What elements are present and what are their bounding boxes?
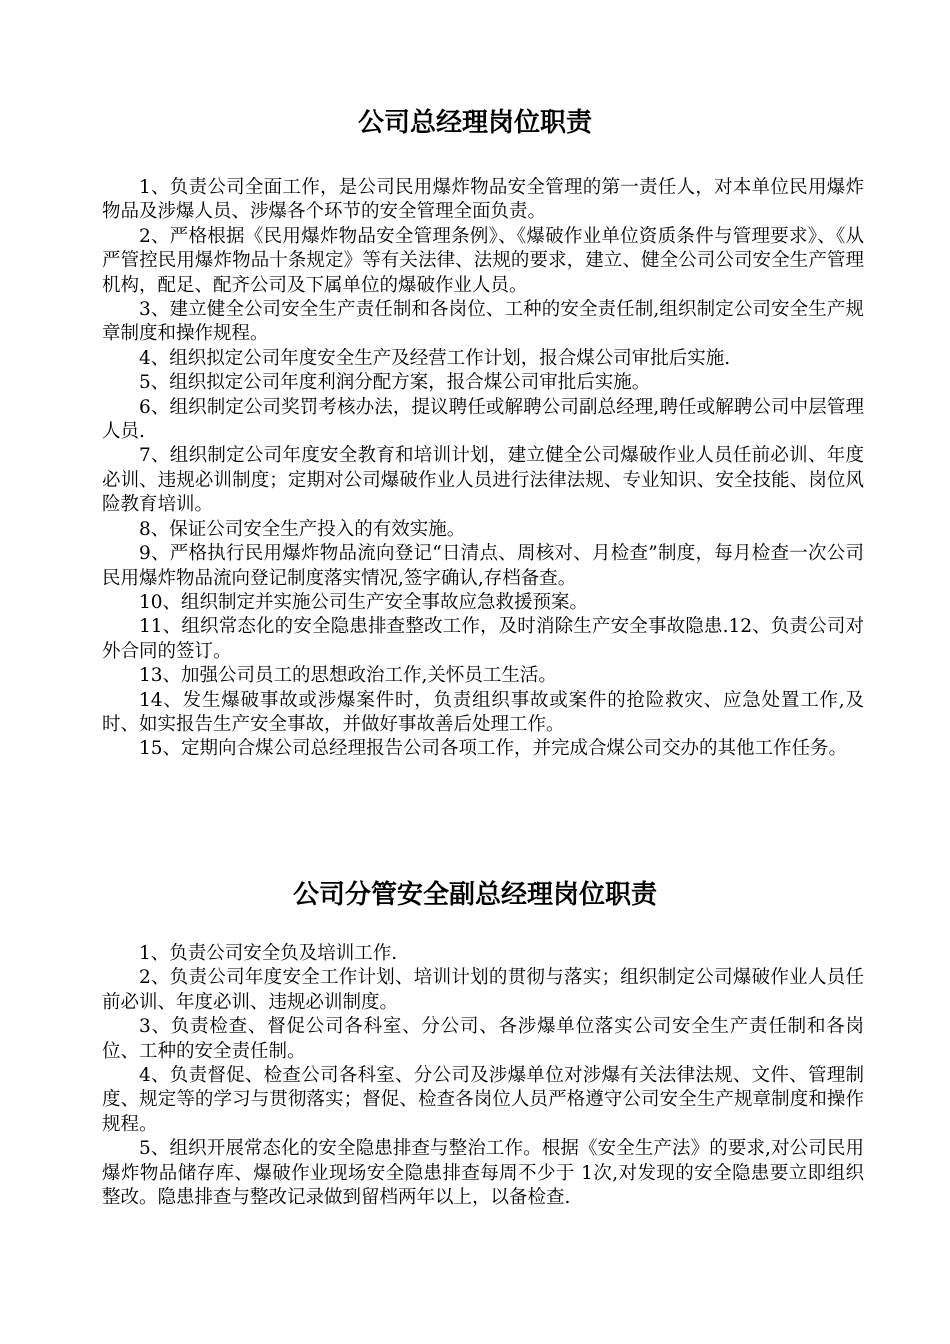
duty-item: 1、负责公司安全负及培训工作. <box>139 943 398 964</box>
duty-item: 8、保证公司安全生产投入的有效实施。 <box>139 518 466 540</box>
duty-item: 15、定期向合煤公司总经理报告公司各项工作，并完成合煤公司交办的其他工作任务。 <box>139 738 848 760</box>
duty-item: 5、组织开展常态化的安全隐患排查与整治工作。根据《安全生产法》的要求,对公司民用爆炸物品储存库、爆破作业现场安全隐患排查每周不少于 1次,对发现的安全隐患要立即组织整改。隐患排查与整改记录做到留档两年以上，以备检查. <box>102 1138 864 1209</box>
section-title-general-manager: 公司总经理岗位职责 <box>357 108 592 138</box>
duty-item: 14、发生爆破事故或涉爆案件时，负责组织事故或案件的抢险救灾、应急处置工作,及时、如实报告生产安全事故，并做好事故善后处理工作。 <box>102 689 864 735</box>
duty-item: 2、负责公司年度安全工作计划、培训计划的贯彻与落实；组织制定公司爆破作业人员任前必训、年度必训、违规必训制度。 <box>102 967 864 1013</box>
duty-item: 4、组织拟定公司年度安全生产及经营工作计划，报合煤公司审批后实施. <box>139 347 731 369</box>
duty-item: 7、组织制定公司年度安全教育和培训计划，建立健全公司爆破作业人员任前必训、年度必训、违规必训制度；定期对公司爆破作业人员进行法律法规、专业知识、安全技能、岗位风险教育培训。 <box>102 445 864 516</box>
general-manager-duties <box>102 176 864 762</box>
duty-item: 6、组织制定公司奖罚考核办法，提议聘任或解聘公司副总经理,聘任或解聘公司中层管理人员. <box>102 396 864 443</box>
duty-item: 3、建立健全公司安全生产责任制和各岗位、工种的安全责任制,组织制定公司安全生产规章制度和操作规程。 <box>102 299 864 345</box>
duty-item: 13、加强公司员工的思想政治工作,关怀员工生活。 <box>139 665 557 687</box>
safety-deputy-manager-duties <box>102 942 864 1210</box>
section-title-safety-deputy-manager: 公司分管安全副总经理岗位职责 <box>292 880 657 910</box>
duty-item: 1、负责公司全面工作，是公司民用爆炸物品安全管理的第一责任人，对本单位民用爆炸物品及涉爆人员、涉爆各个环节的安全管理全面负责。 <box>102 177 864 223</box>
duty-item: 3、负责检查、督促公司各科室、分公司、各涉爆单位落实公司安全生产责任制和各岗位、工种的安全责任制。 <box>102 1016 864 1062</box>
duty-item: 5、组织拟定公司年度利润分配方案，报合煤公司审批后实施。 <box>139 372 651 394</box>
duty-item: 2、严格根据《民用爆炸物品安全管理条例》、《爆破作业单位资质条件与管理要求》、《从严管控民用爆炸物品十条规定》等有关法律、法规的要求，建立、健全公司公司安全生产管理机构，配足、配齐公司及下属单位的爆破作业人员。 <box>102 225 864 296</box>
duty-item: 11、组织常态化的安全隐患排查整改工作，及时消除生产安全事故隐患.12、负责公司对外合同的签订。 <box>102 616 864 662</box>
duty-item: 9、严格执行民用爆炸物品流向登记“日清点、周核对、月检查”制度，每月检查一次公司民用爆炸物品流向登记制度落实情况,签字确认,存档备查。 <box>102 543 864 589</box>
duty-item: 10、组织制定并实施公司生产安全事故应急救援预案。 <box>139 591 589 613</box>
duty-item: 4、负责督促、检查公司各科室、分公司及涉爆单位对涉爆有关法律法规、文件、管理制度、规定等的学习与贯彻落实；督促、检查各岗位人员严格遵守公司安全生产规章制度和操作规程。 <box>102 1065 864 1135</box>
